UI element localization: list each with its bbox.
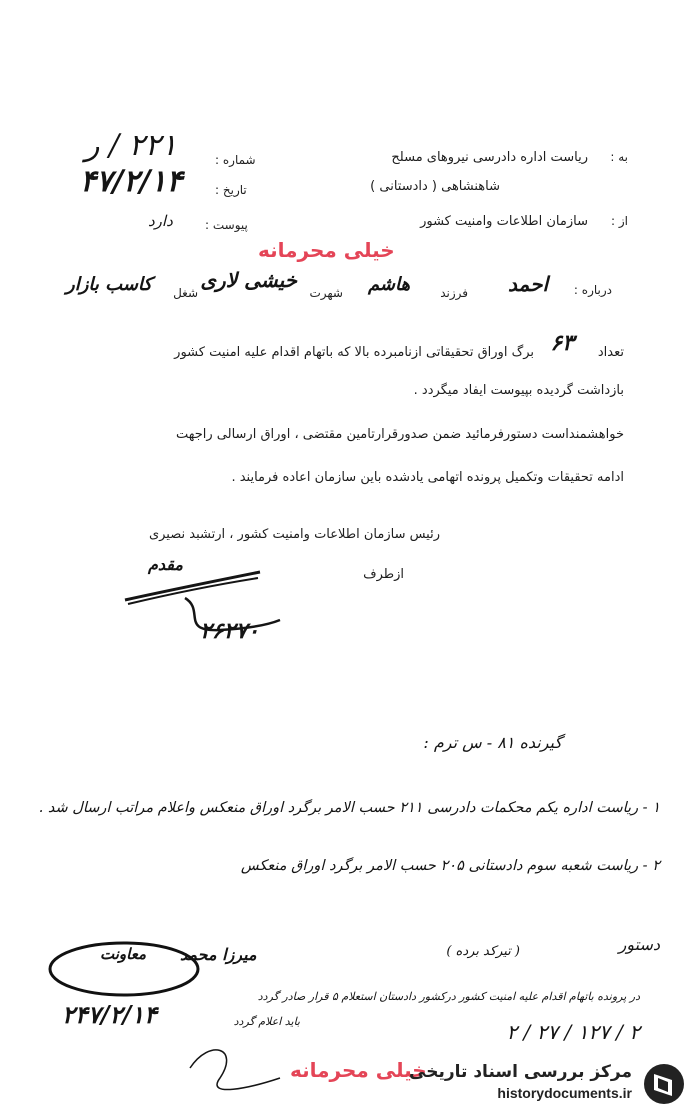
to-label: به : [610, 150, 628, 164]
surname-label: شهرت [309, 286, 343, 300]
handwritten-note-line-2: باید اعلام گردد [233, 1015, 300, 1028]
number-label: شماره : [215, 153, 256, 167]
date-label: تاریخ : [215, 183, 247, 197]
signature-note: مقدم [148, 555, 183, 574]
father-name: هاشم [367, 274, 410, 295]
watermark-site-text: historydocuments.ir [497, 1085, 632, 1101]
handwritten-parenthetical: ( تیرکد برده ) [446, 944, 520, 959]
child-of-label: فرزند [440, 286, 468, 300]
bottom-handwritten-number: ۲ / ۲۷ / ۱۲۷ / ۲ [506, 1020, 640, 1044]
attachment-label: پیوست : [205, 218, 248, 232]
body-line-1-end: برگ اوراق تحقیقاتی ازنامبرده بالا که باتهام اقدام علیه امنیت کشور [174, 345, 534, 360]
recipient-line-2: شاهنشاهی ( دادستانی ) [370, 179, 500, 194]
handwritten-note-line-1: در پرونده باتهام اقدام علیه امنیت کشور درکشور دادستان استعلام ۵ قرار صادر گردد [257, 990, 640, 1003]
sender: سازمان اطلاعات وامنیت کشور [420, 214, 588, 229]
bottom-signature-scribble [180, 1028, 300, 1098]
watermark-fa-text: مرکز بررسی اسناد تاریخی [409, 1062, 632, 1082]
signatory-title: رئیس سازمان اطلاعات وامنیت کشور ، ارتشبد نصیری [148, 527, 440, 542]
body-line-3: خواهشمنداست دستورفرمائید ضمن صدورقرارتامین مقتضی ، اوراق ارسالی راجهت [175, 427, 624, 442]
signed-name: میرزا محمد [180, 945, 257, 964]
letter-date: ۴۷/۲/۱۴ [80, 164, 183, 199]
archive-logo-icon [642, 1062, 686, 1106]
page-count: ۶۳ [550, 330, 574, 356]
letter-number: ۲۲۱ / ر [85, 128, 178, 163]
from-label: از : [611, 214, 628, 228]
classification-stamp: خیلی محرمانه [258, 238, 395, 262]
handwritten-greeting: گیرنده ۸۱ - س ترم : [423, 733, 562, 752]
stamp-inner-text: معاونت [100, 945, 146, 963]
person-name: احمد [508, 272, 548, 296]
handwritten-item-1: ۱ - ریاست اداره یکم محکمات دادرسی ۲۱۱ حسب الامر برگرد اوراق منعکس واعلام مراتب ارسال شد . [38, 800, 660, 816]
stamp-date: ۲۴۷/۲/۱۴ [62, 1000, 157, 1029]
watermark-logo [320, 1060, 690, 1108]
on-behalf-label: ازطرف [363, 567, 404, 582]
signature-number: ۲۶۲۷۰ [200, 618, 260, 644]
recipient-line-1: ریاست اداره دادرسی نیروهای مسلح [391, 150, 588, 165]
job-label: شغل [173, 286, 198, 300]
body-line-2: بازداشت گردیده بپیوست ایفاد میگردد . [413, 383, 624, 398]
body-line-1-start: تعداد [597, 345, 624, 360]
body-line-4: ادامه تحقیقات وتکمیل پرونده اتهامی یادشده باین سازمان اعاده فرمایند . [231, 470, 624, 485]
attachment-value: دارد [148, 212, 173, 230]
bottom-classification-stamp: خیلی محرمانه [290, 1058, 427, 1082]
handwritten-note-label: دستور [618, 935, 660, 954]
regarding-label: درباره : [573, 283, 612, 297]
handwritten-item-2: ۲ - ریاست شعبه سوم دادستانی ۲۰۵ حسب الامر برگرد اوراق منعکس [240, 858, 660, 874]
surname-value: خیشی لاری [200, 268, 297, 292]
job-value: کاسب بازار [66, 274, 152, 295]
